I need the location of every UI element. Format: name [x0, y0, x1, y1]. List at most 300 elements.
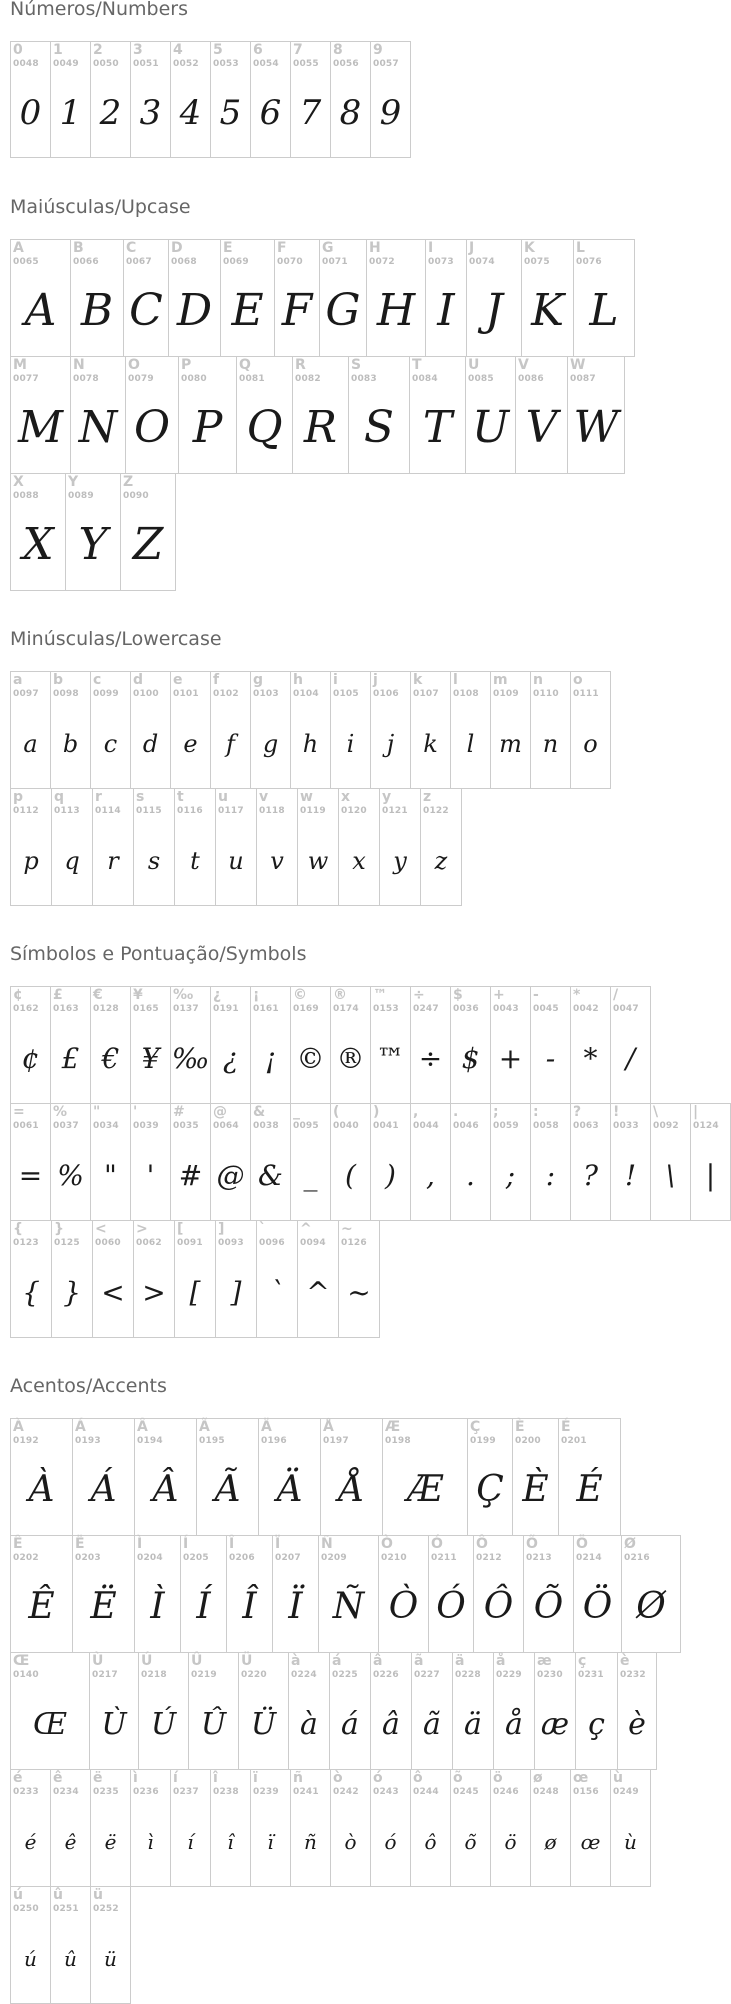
character-code: 0213 [526, 1553, 552, 1563]
character-code: 0226 [373, 1670, 399, 1680]
character-label: É [561, 1419, 571, 1435]
character-label: ï [253, 1770, 258, 1786]
glyph-sample: ó [384, 1830, 397, 1854]
glyph-cell [168, 239, 221, 357]
glyph-sample: ö [504, 1830, 517, 1854]
glyph-sample: Á [90, 1469, 117, 1510]
glyph-cell [610, 1769, 651, 1887]
character-code: 0126 [341, 1238, 367, 1248]
glyph-sample: ? [582, 1159, 598, 1192]
character-code: 0094 [300, 1238, 326, 1248]
character-code: 0245 [453, 1787, 479, 1797]
character-label: Ó [431, 1536, 443, 1552]
glyph-cell [523, 1535, 574, 1653]
glyph-cell [125, 356, 179, 474]
glyph-sample: w [307, 847, 329, 875]
glyph-cell [370, 1103, 411, 1221]
glyph-sample: å [505, 1707, 523, 1742]
glyph-sample: £ [61, 1042, 80, 1075]
glyph-sample: [ [189, 1276, 201, 1309]
character-code: 0093 [218, 1238, 244, 1248]
character-code: 0207 [275, 1553, 301, 1563]
character-code: 0232 [620, 1670, 646, 1680]
glyph-row [10, 1220, 379, 1338]
glyph-cell [567, 356, 625, 474]
glyph-cell [530, 986, 571, 1104]
glyph-cell [226, 1535, 273, 1653]
glyph-sample: Ï [288, 1586, 303, 1627]
glyph-cell [370, 41, 411, 158]
character-label: " [93, 1104, 101, 1120]
character-code: 0123 [13, 1238, 39, 1248]
glyph-sample: _ [303, 1159, 318, 1192]
character-code: 0098 [53, 689, 79, 699]
section-title: Acentos/Accents [10, 1375, 167, 1397]
glyph-cell [51, 1220, 93, 1338]
glyph-sample: ü [104, 1947, 117, 1971]
character-code: 0117 [218, 806, 244, 816]
glyph-sample: É [576, 1469, 603, 1510]
character-label: I [428, 240, 434, 256]
character-code: 0101 [173, 689, 199, 699]
character-label: N [73, 357, 85, 373]
character-code: 0041 [373, 1121, 399, 1131]
glyph-sample: T [422, 402, 453, 453]
character-code: 0074 [469, 257, 495, 267]
character-code: 0047 [613, 1004, 639, 1014]
character-label: © [293, 987, 307, 1003]
character-code: 0169 [293, 1004, 319, 1014]
character-code: 0197 [323, 1436, 349, 1446]
glyph-sample: e [183, 730, 198, 758]
character-label: ¡ [253, 987, 260, 1003]
glyph-sample: í [187, 1830, 194, 1854]
glyph-cell [452, 1652, 494, 1770]
glyph-sample: ™ [376, 1042, 405, 1075]
character-label: ç [578, 1653, 587, 1669]
glyph-sample: 5 [219, 93, 242, 133]
glyph-sample: f [226, 730, 235, 758]
glyph-sample: . [466, 1159, 475, 1192]
glyph-cell [290, 671, 331, 789]
glyph-sample: ã [423, 1707, 441, 1742]
glyph-cell [530, 671, 571, 789]
glyph-cell [570, 671, 611, 789]
glyph-sample: n [542, 730, 559, 758]
glyph-sample: 0 [19, 93, 42, 133]
glyph-cell [530, 1103, 571, 1221]
glyph-cell [10, 788, 52, 906]
character-label: Z [123, 474, 134, 490]
character-label: ® [333, 987, 347, 1003]
glyph-cell [450, 1103, 491, 1221]
glyph-sample: ù [624, 1830, 637, 1854]
glyph-sample: Q [246, 402, 283, 453]
character-code: 0195 [199, 1436, 225, 1446]
glyph-sample: ` [270, 1276, 284, 1309]
character-code: 0096 [259, 1238, 285, 1248]
glyph-cell [558, 1418, 621, 1536]
character-label: 7 [293, 42, 303, 58]
character-code: 0235 [93, 1787, 119, 1797]
character-code: 0242 [333, 1787, 359, 1797]
character-label: k [413, 672, 423, 688]
character-code: 0243 [373, 1787, 399, 1797]
character-code: 0212 [476, 1553, 502, 1563]
character-label: / [613, 987, 619, 1003]
glyph-sample: Â [152, 1469, 179, 1510]
glyph-sample: Å [338, 1469, 365, 1510]
glyph-cell [410, 986, 451, 1104]
character-label: õ [453, 1770, 463, 1786]
glyph-sample: , [426, 1159, 435, 1192]
glyph-sample: ! [624, 1159, 637, 1192]
character-code: 0046 [453, 1121, 479, 1131]
glyph-sample: @ [216, 1159, 245, 1192]
glyph-sample: È [522, 1469, 549, 1510]
glyph-cell [379, 788, 421, 906]
glyph-cell [490, 1103, 531, 1221]
glyph-cell [134, 1418, 197, 1536]
character-code: 0036 [453, 1004, 479, 1014]
character-label: à [291, 1653, 301, 1669]
character-label: 1 [53, 42, 63, 58]
glyph-sample: ë [104, 1830, 117, 1854]
character-label: _ [293, 1104, 300, 1120]
character-code: 0121 [382, 806, 408, 816]
character-code: 0082 [295, 374, 321, 384]
glyph-sample: B [80, 285, 114, 336]
glyph-cell [515, 356, 568, 474]
glyph-cell [570, 1103, 611, 1221]
glyph-cell [274, 239, 320, 357]
character-code: 0248 [533, 1787, 559, 1797]
character-code: 0128 [93, 1004, 119, 1014]
glyph-sample: Ú [150, 1707, 177, 1742]
character-label: Ã [199, 1419, 210, 1435]
glyph-cell [370, 1652, 412, 1770]
glyph-sample: Ó [436, 1586, 466, 1627]
glyph-cell [493, 1652, 535, 1770]
glyph-cell [250, 986, 291, 1104]
glyph-cell [320, 1418, 383, 1536]
character-code: 0066 [73, 257, 99, 267]
character-code: 0249 [613, 1787, 639, 1797]
glyph-cell [215, 1220, 257, 1338]
glyph-sample: = [18, 1159, 43, 1192]
character-label: 8 [333, 42, 343, 58]
glyph-sample: v [270, 847, 284, 875]
character-code: 0196 [261, 1436, 287, 1446]
character-label: , [413, 1104, 419, 1120]
character-code: 0055 [293, 59, 319, 69]
glyph-cell [134, 1535, 181, 1653]
glyph-sample: 4 [179, 93, 202, 133]
character-code: 0083 [351, 374, 377, 384]
character-code: 0120 [341, 806, 367, 816]
character-code: 0252 [93, 1904, 119, 1914]
glyph-cell [10, 1418, 73, 1536]
glyph-cell [10, 41, 51, 158]
glyph-row [10, 1535, 680, 1653]
glyph-sample: ÷ [418, 1042, 443, 1075]
glyph-cell [210, 1103, 251, 1221]
character-label: e [173, 672, 183, 688]
character-code: 0040 [333, 1121, 359, 1131]
character-code: 0250 [13, 1904, 39, 1914]
character-label: T [412, 357, 422, 373]
glyph-sample: Ã [214, 1469, 241, 1510]
character-label: u [218, 789, 228, 805]
character-label: ! [613, 1104, 620, 1120]
glyph-sample: O [133, 402, 171, 453]
glyph-cell [256, 788, 298, 906]
glyph-cell [92, 788, 134, 906]
glyph-sample: Ò [388, 1586, 419, 1627]
character-label: À [13, 1419, 24, 1435]
character-code: 0080 [181, 374, 207, 384]
character-label: Î [229, 1536, 235, 1552]
glyph-sample: & [258, 1159, 283, 1192]
glyph-cell [51, 788, 93, 906]
glyph-sample: Ô [483, 1586, 514, 1627]
character-label: ë [93, 1770, 103, 1786]
character-code: 0043 [493, 1004, 519, 1014]
glyph-cell [348, 356, 410, 474]
glyph-cell [90, 41, 131, 158]
character-label: ? [573, 1104, 582, 1120]
glyph-cell [610, 1103, 651, 1221]
character-code: 0050 [93, 59, 119, 69]
character-label: @ [213, 1104, 227, 1120]
glyph-sample: è [628, 1707, 646, 1742]
character-label: Ö [576, 1536, 588, 1552]
glyph-sample: € [101, 1042, 120, 1075]
glyph-sample: { [22, 1276, 40, 1309]
glyph-row [10, 1652, 656, 1770]
character-label: q [54, 789, 65, 805]
character-label: ä [455, 1653, 465, 1669]
glyph-cell [170, 671, 211, 789]
character-label: ì [133, 1770, 138, 1786]
character-code: 0216 [624, 1553, 650, 1563]
character-label: P [181, 357, 192, 373]
character-label: á [332, 1653, 342, 1669]
glyph-cell [130, 671, 171, 789]
glyph-row [10, 1769, 650, 1887]
glyph-sample: g [262, 730, 279, 758]
character-label: é [13, 1770, 23, 1786]
character-label: 9 [373, 42, 383, 58]
glyph-sample: 9 [379, 93, 402, 133]
character-code: 0088 [13, 491, 39, 501]
character-code: 0060 [95, 1238, 121, 1248]
character-label: ò [333, 1770, 343, 1786]
glyph-sample: E [231, 285, 264, 336]
glyph-sample: z [434, 847, 448, 875]
character-label: H [369, 240, 381, 256]
character-code: 0119 [300, 806, 326, 816]
character-code: 0239 [253, 1787, 279, 1797]
character-label: 6 [253, 42, 263, 58]
character-code: 0085 [468, 374, 494, 384]
glyph-cell [370, 1769, 411, 1887]
glyph-sample: K [531, 285, 564, 336]
glyph-sample: A [24, 285, 57, 336]
glyph-sample: $ [461, 1042, 480, 1075]
glyph-sample: D [176, 285, 213, 336]
glyph-cell [512, 1418, 559, 1536]
character-label: ` [259, 1221, 266, 1237]
glyph-sample: á [341, 1707, 359, 1742]
character-label: z [423, 789, 432, 805]
character-code: 0045 [533, 1004, 559, 1014]
glyph-cell [573, 239, 635, 357]
character-code: 0165 [133, 1004, 159, 1014]
character-code: 0102 [213, 689, 239, 699]
glyph-sample: ô [424, 1830, 437, 1854]
glyph-sample: Ì [150, 1586, 165, 1627]
character-code: 0206 [229, 1553, 255, 1563]
glyph-cell [10, 356, 71, 474]
glyph-sample: a [23, 730, 38, 758]
character-code: 0071 [322, 257, 348, 267]
character-label: O [128, 357, 140, 373]
character-label: r [95, 789, 102, 805]
glyph-cell [10, 1886, 51, 2004]
character-label: = [13, 1104, 25, 1120]
glyph-sample: 8 [339, 93, 362, 133]
glyph-sample: q [64, 847, 80, 875]
character-code: 0108 [453, 689, 479, 699]
glyph-cell [10, 1103, 51, 1221]
character-label: ™ [373, 987, 387, 1003]
character-label: X [13, 474, 24, 490]
glyph-sample: Ë [90, 1586, 117, 1627]
character-label: æ [537, 1653, 552, 1669]
glyph-cell [297, 788, 339, 906]
character-code: 0061 [13, 1121, 39, 1131]
character-code: 0086 [518, 374, 544, 384]
glyph-cell [330, 986, 371, 1104]
character-code: 0058 [533, 1121, 559, 1131]
character-code: 0109 [493, 689, 519, 699]
character-label: V [518, 357, 529, 373]
character-code: 0217 [92, 1670, 118, 1680]
glyph-sample: o [583, 730, 598, 758]
glyph-sample: 7 [299, 93, 322, 133]
character-code: 0092 [653, 1121, 679, 1131]
glyph-cell [90, 986, 131, 1104]
character-code: 0100 [133, 689, 159, 699]
glyph-sample: Ç [476, 1469, 504, 1510]
glyph-row [10, 473, 175, 591]
character-label: € [93, 987, 103, 1003]
character-label: Ë [75, 1536, 85, 1552]
glyph-sample: | [705, 1159, 716, 1192]
glyph-cell [50, 41, 91, 158]
character-label: £ [53, 987, 63, 1003]
glyph-cell [90, 1103, 131, 1221]
character-code: 0191 [213, 1004, 239, 1014]
glyph-cell [338, 1220, 380, 1338]
character-label: ' [133, 1104, 138, 1120]
glyph-sample: J [485, 285, 503, 336]
character-code: 0065 [13, 257, 39, 267]
glyph-cell [10, 1220, 52, 1338]
character-label: ø [533, 1770, 543, 1786]
character-label: ( [333, 1104, 340, 1120]
glyph-sample: ê [64, 1830, 77, 1854]
glyph-sample: W [573, 402, 619, 453]
glyph-sample: p [23, 847, 39, 875]
glyph-cell [450, 671, 491, 789]
character-label: W [570, 357, 586, 373]
glyph-sample: â [382, 1707, 400, 1742]
character-code: 0251 [53, 1904, 79, 1914]
character-label: A [13, 240, 24, 256]
glyph-cell [210, 1769, 251, 1887]
glyph-cell [272, 1535, 319, 1653]
character-code: 0114 [95, 806, 121, 816]
glyph-cell [123, 239, 169, 357]
glyph-sample: Ö [582, 1586, 613, 1627]
character-label: [ [177, 1221, 184, 1237]
glyph-sample: ' [146, 1159, 155, 1192]
glyph-cell [370, 671, 411, 789]
character-code: 0161 [253, 1004, 279, 1014]
glyph-cell [130, 1103, 171, 1221]
glyph-sample: î [227, 1830, 234, 1854]
character-label: í [173, 1770, 178, 1786]
character-code: 0125 [54, 1238, 80, 1248]
glyph-cell [534, 1652, 576, 1770]
character-label: g [253, 672, 264, 688]
glyph-cell [617, 1652, 657, 1770]
character-label: 4 [173, 42, 183, 58]
glyph-sample: h [302, 730, 319, 758]
glyph-cell [210, 986, 251, 1104]
glyph-cell [10, 1535, 73, 1653]
glyph-cell [690, 1103, 731, 1221]
character-code: 0033 [613, 1121, 639, 1131]
glyph-cell [290, 41, 331, 158]
character-code: 0219 [191, 1670, 217, 1680]
glyph-sample: x [352, 847, 366, 875]
glyph-sample: 2 [99, 93, 122, 133]
character-label: C [126, 240, 137, 256]
glyph-cell [256, 1220, 298, 1338]
character-label: Á [75, 1419, 86, 1435]
character-code: 0079 [128, 374, 154, 384]
glyph-sample: ø [544, 1830, 557, 1854]
glyph-sample: Æ [406, 1469, 444, 1510]
character-code: 0049 [53, 59, 79, 69]
glyph-sample: 3 [139, 93, 162, 133]
character-label: \ [653, 1104, 659, 1120]
character-label: < [95, 1221, 107, 1237]
character-code: 0097 [13, 689, 39, 699]
glyph-cell [490, 671, 531, 789]
glyph-sample: N [78, 402, 118, 453]
character-label: & [253, 1104, 266, 1120]
character-code: 0247 [413, 1004, 439, 1014]
character-code: 0116 [177, 806, 203, 816]
glyph-cell [467, 1418, 513, 1536]
character-label: Ï [275, 1536, 281, 1552]
glyph-cell [366, 239, 426, 357]
glyph-cell [319, 239, 367, 357]
